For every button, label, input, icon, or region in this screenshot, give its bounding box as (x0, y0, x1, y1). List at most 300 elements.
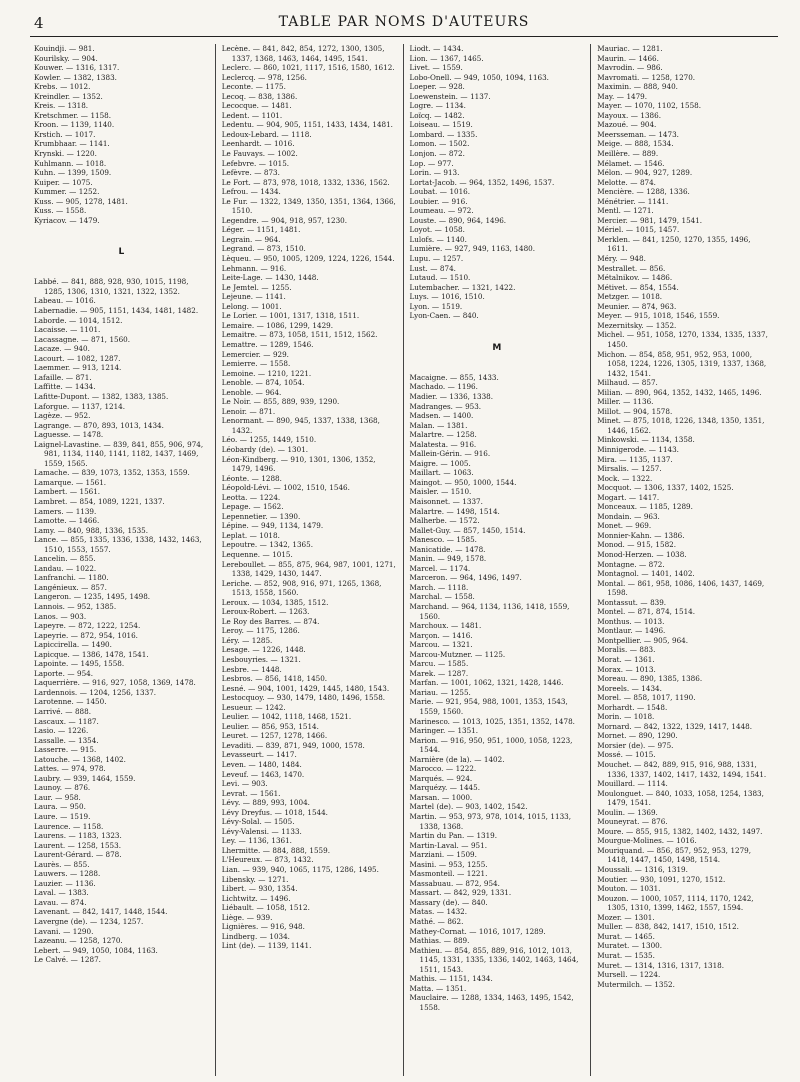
index-entry: Mozer. — 1301. (597, 912, 655, 922)
index-entry: Levasseurt. — 1417. (221, 750, 297, 760)
index-entry: Loewenstein. — 1137. (409, 91, 491, 101)
index-entry: Moulonguet. — 840, 1033, 1058, 1254, 1383, 1479, 1541. (597, 788, 764, 808)
index-entry: Langénieux. — 857. (34, 582, 107, 592)
index-entry: Kyriacov. — 1479. (34, 215, 100, 225)
index-entry: Mariau. — 1255. (409, 687, 471, 697)
index-entry: Manesco. — 1585. (409, 535, 477, 545)
section-letter: M (492, 342, 502, 353)
index-entry: Latouche. — 1368, 1402. (34, 754, 126, 764)
index-entry: Lereboullet. — 855, 875, 964, 987, 1001, 1271, 1338, 1429, 1430, 1447. (221, 559, 396, 579)
index-entry: Maillart. — 1063. (409, 468, 474, 478)
index-entry: Mentl. — 1271. (597, 206, 654, 216)
index-entry: Mestrallet. — 856. (597, 263, 666, 273)
index-entry: Madsen. — 1400. (409, 411, 474, 421)
index-entry: Laignel-Lavastine. — 839, 841, 855, 906, 974, 981, 1134, 1140, 1141, 1182, 1437, 1469, 1559, 1565. (34, 439, 204, 468)
index-entry: Lemaire. — 1086, 1299, 1429. (221, 320, 334, 330)
index-entry: Mondain. — 963. (597, 511, 660, 521)
index-entry: Mavromati. — 1258, 1270. (597, 72, 696, 82)
index-entry: Moralis. — 883. (597, 645, 656, 655)
index-entry: Livet. — 1559. (409, 63, 463, 73)
index-entry: Lancelin. — 855. (34, 554, 96, 564)
index-entry: Lambret. — 854, 1089, 1221, 1337. (34, 496, 165, 506)
index-entry: Masini. — 953, 1255. (409, 859, 488, 869)
index-entry: Malartre. — 1498, 1514. (409, 506, 500, 516)
index-entry: Lacassagne. — 871, 1560. (34, 334, 131, 344)
index-entry: Martin-Laval. — 951. (409, 840, 487, 850)
index-entry: Leulier. — 1042, 1118, 1468, 1521. (221, 712, 352, 722)
index-entry: Labbé. — 841, 888, 928, 930, 1015, 1198, 1285, 1306, 1310, 1321, 1322, 1352. (34, 277, 189, 296)
index-entry: Legendre. — 904, 918, 957, 1230. (221, 215, 348, 225)
index-entry: Lamarque. — 1561. (34, 477, 107, 487)
index-entry: Monet. — 969. (597, 521, 652, 531)
index-entry: Kourilsky. — 904. (34, 53, 98, 63)
index-entry: Mira. — 1135, 1137. (597, 454, 673, 464)
index-entry: Melotte. — 874. (597, 177, 656, 187)
index-entry: Kouindji. — 981. (34, 44, 95, 53)
index-entry: Leenhardt. — 1016. (221, 139, 295, 149)
index-entry: Loubat. — 1016. (409, 187, 471, 197)
index-entry: Mutermilch. — 1352. (597, 979, 675, 989)
index-entry: Lombard. — 1335. (409, 129, 478, 139)
index-column-2 (215, 44, 403, 1076)
index-entry: Le Calvé. — 1287. (34, 955, 101, 965)
index-entry: Massabuau. — 872, 954. (409, 878, 500, 888)
index-entry: Laurent. — 1258, 1553. (34, 840, 121, 850)
index-entry: Macaigne. — 855, 1433. (409, 372, 499, 382)
index-entry: Mursell. — 1224. (597, 970, 661, 980)
index-entry: Lapeyre. — 872, 1222, 1254. (34, 621, 141, 631)
index-entry: Lagrange. — 870, 893, 1013, 1434. (34, 420, 164, 430)
index-entry: Lacaze. — 940. (34, 344, 90, 354)
index-entry: Madier. — 1336, 1338. (409, 391, 494, 401)
index-entry: Marquézy. — 1445. (409, 783, 480, 793)
index-entry: Michel. — 951, 1058, 1270, 1334, 1335, 1337, 1450. (597, 330, 768, 349)
index-entry: Monthus. — 1013. (597, 616, 665, 626)
index-entry: Lambert. — 1561. (34, 487, 101, 497)
index-entry: Montlaur. — 1496. (597, 626, 666, 636)
index-entry: Mathey-Cornat. — 1016, 1017, 1289. (409, 926, 546, 936)
index-entry: Monceaux. — 1185, 1289. (597, 502, 693, 512)
index-entry: Loïcq. — 1482. (409, 110, 465, 120)
index-entry: Montel. — 871, 874, 1514. (597, 607, 696, 617)
index-entry: Lignières. — 916, 948. (221, 922, 305, 932)
index-entry: Marocco. — 1222. (409, 764, 477, 774)
index-entry: Marchoux. — 1481. (409, 621, 482, 631)
index-entry: Mélamet. — 1546. (597, 158, 665, 168)
index-entry: Leclerc. — 860, 1021, 1117, 1516, 1580, 1612. (221, 63, 395, 73)
index-entry: Montpellier. — 905, 964. (597, 635, 689, 645)
index-entry: Laforgue. — 1137, 1214. (34, 401, 126, 411)
index-entry: Laval. — 1383. (34, 888, 89, 898)
index-entry: Kouwer. — 1316, 1317. (34, 63, 120, 73)
index-entry: Lenormant. — 890, 945, 1337, 1338, 1368, 1432. (221, 416, 380, 435)
index-entry: Loiseau. — 1519. (409, 120, 473, 130)
index-entry: Mouneyrat. — 876. (597, 817, 668, 827)
index-entry: Meyer. — 915, 1018, 1546, 1559. (597, 311, 720, 321)
index-entry: Léo. — 1255, 1449, 1510. (221, 435, 317, 445)
page-number: 4 (34, 14, 44, 32)
index-entry: Mezernitsky. — 1352. (597, 320, 677, 330)
index-entry: Ledent. — 1101. (221, 110, 283, 120)
index-entry: Maringer. — 1351. (409, 726, 479, 736)
index-entry: Lust. — 874. (409, 263, 456, 273)
index-entry: Mercier. — 981, 1479, 1541. (597, 215, 703, 225)
index-entry: Larrivé. — 888. (34, 707, 91, 716)
index-entry: Lefrou. — 1434. (221, 187, 281, 197)
index-entry: Mériel. — 1015, 1457. (597, 225, 680, 235)
index-entry: Montassut. — 839. (597, 597, 667, 607)
index-entry: Kroon. — 1139, 1140. (34, 120, 115, 130)
index-entry: Laffitte. — 1434. (34, 382, 96, 392)
index-entry: Leroux. — 1034, 1385, 1512. (221, 597, 329, 607)
index-entry: Lion. — 1367, 1465. (409, 53, 484, 63)
index-entry: Moreau. — 890, 1385, 1386. (597, 674, 703, 684)
index-entry: Marfan. — 1001, 1062, 1321, 1428, 1446. (409, 678, 564, 688)
index-entry: Laurent-Gérard. — 878. (34, 850, 122, 860)
index-entry: Meersseman. — 1473. (597, 129, 679, 139)
index-entry: Lorin. — 913. (409, 168, 460, 178)
index-entry: Metzger. — 1018. (597, 292, 663, 302)
index-entry: Mathieu. — 854, 855, 889, 916, 1012, 1013, 1145, 1331, 1335, 1336, 1402, 1463, 1464, 1511, 1543. (409, 945, 579, 974)
index-entry: Lamy. — 840, 988, 1336, 1535. (34, 525, 149, 535)
index-columns (30, 44, 778, 1076)
index-entry: Ledoux-Lebard. — 1118. (221, 129, 312, 139)
index-entry: Lepage. — 1562. (221, 502, 284, 512)
index-entry: Marinesco. — 1013, 1025, 1351, 1352, 1478. (409, 716, 575, 726)
index-entry: Lequenne. — 1015. (221, 549, 293, 559)
index-entry: Lemoine. — 1210, 1221. (221, 368, 312, 378)
index-entry: Michon. — 854, 858, 951, 952, 953, 1000, 1058, 1224, 1226, 1305, 1319, 1337, 1368, 1432, 1541. (597, 349, 767, 378)
index-entry: Mencière. — 1288, 1336. (597, 187, 690, 197)
index-entry: Leroy. — 1175, 1286. (221, 626, 300, 636)
index-entry: Lanos. — 903. (34, 611, 87, 621)
index-entry: Mathias. — 889. (409, 936, 470, 946)
index-entry: Laporte. — 954. (34, 668, 94, 678)
index-entry: Lomon. — 1502. (409, 139, 470, 149)
index-entry: Lyon. — 1519. (409, 301, 463, 311)
index-entry: Montal. — 861, 958, 1086, 1406, 1437, 1469, 1598. (597, 578, 765, 598)
index-entry: Milhaud. — 857. (597, 378, 658, 388)
index-entry: Muratet. — 1300. (597, 941, 663, 951)
index-entry: Lumière. — 927, 949, 1163, 1480. (409, 244, 536, 254)
index-entry: Masmonteil. — 1221. (409, 869, 488, 879)
index-entry: Moreels. — 1434. (597, 683, 662, 693)
index-entry: Lamache. — 839, 1073, 1352, 1353, 1559. (34, 468, 190, 478)
index-entry: Mocquot. — 1306, 1337, 1402, 1525. (597, 483, 734, 493)
index-entry: Loyot. — 1058. (409, 225, 465, 235)
index-entry: Lecocque. — 1481. (221, 101, 292, 111)
index-entry: Lascaux. — 1187. (34, 716, 99, 726)
index-entry: Lévy Dreyfus. — 1018, 1544. (221, 807, 328, 817)
index-entry: Mathé. — 862. (409, 917, 464, 927)
index-entry: Métivet. — 854, 1554. (597, 282, 679, 292)
index-column-4 (590, 44, 778, 1076)
index-entry: Landau. — 1022. (34, 563, 97, 573)
index-entry: Mavrodin. — 986. (597, 63, 663, 73)
index-entry: Lavenant. — 842, 1417, 1448, 1544. (34, 907, 168, 917)
index-entry: Laquerrière. — 916, 927, 1058, 1369, 1478. (34, 678, 196, 688)
index-entry: Martin. — 953, 973, 978, 1014, 1015, 1133, 1338, 1368. (409, 812, 572, 831)
index-entry: Miller. — 1136. (597, 397, 654, 407)
index-entry: Massary (de). — 840. (409, 897, 488, 907)
index-entry: Manicatide. — 1478. (409, 544, 486, 554)
index-entry: Léobardy (de). — 1301. (221, 444, 309, 454)
index-entry: Murat. — 1535. (597, 950, 655, 960)
index-entry: Mauclaire. — 1288, 1334, 1463, 1495, 1542, 1558. (409, 993, 574, 1012)
index-entry: Lacaisse. — 1101. (34, 325, 101, 335)
index-entry: Leite-Lage. — 1430, 1448. (221, 273, 319, 283)
index-entry: Leveuf. — 1463, 1470. (221, 769, 305, 779)
index-entry: Kuss. — 1558. (34, 206, 87, 216)
index-entry: Lamers. — 1139. (34, 506, 97, 516)
index-entry: Leplat. — 1018. (221, 530, 280, 540)
index-entry: Mourgue-Molines. — 1016. (597, 836, 697, 846)
index-entry: Minkowski. — 1134, 1358. (597, 435, 695, 445)
index-entry: Méry. — 948. (597, 254, 646, 264)
index-entry: Lannois. — 952, 1385. (34, 601, 117, 611)
index-entry: Lapeyrie. — 872, 954, 1016. (34, 630, 138, 640)
index-entry: Liodt. — 1434. (409, 44, 464, 53)
index-entry: Lévy-Solal. — 1505. (221, 817, 295, 827)
index-entry: Lesbros. — 856, 1418, 1450. (221, 674, 328, 684)
index-entry: Morsier (de). — 975. (597, 740, 674, 750)
index-entry: Lapointe. — 1495, 1558. (34, 659, 125, 669)
index-entry: Kummer. — 1252. (34, 187, 100, 197)
index-entry: Kuss. — 905, 1278, 1481. (34, 196, 128, 206)
index-entry: Léon-Kindberg. — 910, 1301, 1306, 1352, 1479, 1496. (221, 454, 376, 474)
index-entry: Morhardt. — 1548. (597, 702, 668, 712)
index-entry: Kuiper. — 1075. (34, 177, 93, 187)
index-entry: Manin. — 949, 1578. (409, 554, 487, 564)
index-entry: Libert. — 930, 1354. (221, 884, 298, 894)
index-entry: Maingot. — 950, 1000, 1544. (409, 477, 517, 487)
index-entry: Lenoble. — 874, 1054. (221, 378, 305, 388)
index-entry: Lint (de). — 1139, 1141. (221, 941, 312, 951)
index-entry: Lyon-Caen. — 840. (409, 311, 479, 321)
index-entry: Léopold-Lévi. — 1002, 1510, 1546. (221, 483, 350, 493)
index-entry: Langeron. — 1235, 1495, 1498. (34, 592, 151, 602)
index-entry: Lévy. — 889, 993, 1004. (221, 798, 310, 808)
index-entry: Lejeune. — 1141. (221, 292, 286, 302)
index-entry: Laure. — 1519. (34, 812, 91, 822)
section-letter: L (118, 247, 125, 258)
index-entry: Muret. — 1314, 1316, 1317, 1318. (597, 960, 725, 970)
index-entry: Monnier-Kahn. — 1386. (597, 530, 685, 540)
index-entry: Lelong. — 1001. (221, 301, 282, 311)
index-entry: Lagèze. — 952. (34, 411, 91, 421)
index-entry: Lepoutre. — 1342, 1365. (221, 540, 313, 550)
index-entry: Labernadie. — 905, 1151, 1434, 1481, 1482. (34, 306, 199, 316)
index-entry: Lesage. — 1226, 1448. (221, 645, 306, 655)
index-entry: Lestocquoy. — 930, 1479, 1480, 1496, 1558. (221, 693, 386, 703)
index-entry: Le Fur. — 1322, 1349, 1350, 1351, 1364, 1366, 1510. (221, 196, 396, 216)
index-entry: Morel. — 858, 1017, 1190. (597, 693, 696, 703)
index-entry: Martel (de). — 903, 1402, 1542. (409, 802, 528, 812)
index-entry: Maigre. — 1005. (409, 458, 471, 468)
index-entry: Lacourt. — 1082, 1287. (34, 353, 121, 363)
index-entry: Lop. — 977. (409, 158, 454, 168)
index-entry: Mirsalis. — 1257. (597, 464, 662, 474)
index-entry: Léonte. — 1288. (221, 473, 282, 483)
index-entry: Léry. — 1285. (221, 635, 273, 645)
index-entry: Moulin. — 1369. (597, 807, 658, 817)
index-entry: Maurin. — 1466. (597, 53, 659, 63)
index-entry: Leulier. — 856, 953, 1514. (221, 721, 319, 731)
index-entry: Murat. — 1465. (597, 931, 655, 941)
index-entry: Mouton. — 1031. (597, 884, 661, 894)
index-entry: Milian. — 890, 964, 1352, 1432, 1465, 1496. (597, 387, 762, 397)
index-entry: Le Fauvays. — 1002. (221, 149, 298, 159)
index-entry: Lamotte. — 1466. (34, 516, 100, 526)
index-entry: Lèqueu. — 950, 1005, 1209, 1224, 1226, 1544. (221, 254, 395, 264)
index-entry: Krynski. — 1220. (34, 149, 97, 159)
index-entry: Laemmer. — 913, 1214. (34, 363, 122, 373)
index-entry: Launoy. — 876. (34, 783, 91, 793)
index-entry: Marcel. — 1174. (409, 563, 471, 573)
index-entry: Mouzon. — 1000, 1057, 1114, 1170, 1242, 1305, 1310, 1399, 1462, 1557, 1594. (597, 893, 754, 913)
index-entry: Lefèvre. — 873. (221, 168, 280, 178)
index-entry: Lesueur. — 1242. (221, 702, 286, 712)
index-entry: Laubry. — 939, 1464, 1559. (34, 773, 136, 783)
index-entry: Kreis. — 1318. (34, 101, 89, 111)
index-entry: Lasio. — 1226. (34, 726, 89, 736)
index-entry: Mogart. — 1417. (597, 492, 660, 502)
index-entry: Mouillard. — 1114. (597, 779, 668, 789)
index-entry: Lafitte-Dupont. — 1382, 1383, 1385. (34, 391, 169, 401)
index-entry: Ledentu. — 904, 905, 1151, 1433, 1434, 1481. (221, 120, 393, 130)
index-entry: Lian. — 939, 940, 1065, 1175, 1286, 1495. (221, 865, 379, 875)
index-entry: Monod-Herzen. — 1038. (597, 549, 687, 559)
index-entry: Lassalle. — 1354. (34, 735, 99, 745)
index-column-3 (403, 44, 591, 1076)
index-entry: Montagnol. — 1401, 1402. (597, 569, 695, 579)
index-entry: Loumeau. — 972. (409, 206, 474, 216)
index-entry: Larotenne. — 1450. (34, 697, 107, 707)
index-entry: Marziani. — 1509. (409, 850, 477, 860)
index-entry: Marçon. — 1416. (409, 630, 473, 640)
page-header (30, 14, 778, 37)
index-entry: Kreindler. — 1352. (34, 91, 103, 101)
index-entry: Martin du Pan. — 1319. (409, 831, 498, 841)
index-entry: Marcou. — 1321. (409, 640, 473, 650)
index-entry: Leven. — 1480, 1484. (221, 760, 302, 770)
index-entry: Meunier. — 874, 963. (597, 301, 677, 311)
index-entry: Marnière (de la). — 1402. (409, 754, 505, 764)
index-entry: Muller. — 838, 842, 1417, 1510, 1512. (597, 922, 739, 932)
index-entry: Mathis. — 1151, 1434. (409, 974, 493, 984)
index-entry: Marcou-Mutzner. — 1125. (409, 649, 506, 659)
index-entry: L'Heureux. — 873, 1432. (221, 855, 314, 865)
index-entry: Kuhlmann. — 1018. (34, 158, 107, 168)
index-entry: Krebs. — 1012. (34, 82, 91, 92)
index-entry: Lanfranchi. — 1180. (34, 573, 109, 583)
index-entry: Lafaille. — 871. (34, 372, 92, 382)
index-entry: Lavau. — 874. (34, 897, 87, 907)
index-entry: Laura. — 950. (34, 802, 86, 812)
index-entry: Lindberg. — 1034. (221, 931, 290, 941)
index-entry: Laguesse. — 1478. (34, 430, 104, 440)
index-entry: Le Noir. — 855, 889, 939, 1290. (221, 397, 340, 407)
index-entry: Lemercier. — 929. (221, 349, 289, 359)
index-entry: Lépine. — 949, 1134, 1479. (221, 521, 324, 531)
index-entry: Lavani. — 1290. (34, 926, 94, 936)
index-entry: Minet. — 875, 1018, 1226, 1348, 1350, 1351, 1446, 1562. (597, 416, 765, 435)
index-entry: Maximin. — 888, 940. (597, 82, 678, 92)
index-entry: Lattes. — 974, 978. (34, 764, 106, 774)
index-entry: Krumbhaar. — 1141. (34, 139, 110, 149)
index-entry: Mallein-Gérin. — 916. (409, 449, 491, 459)
index-entry: Lecoq. — 838, 1386. (221, 91, 298, 101)
index-entry: Mouchet. — 842, 889, 915, 916, 988, 1331, 1336, 1337, 1402, 1417, 1432, 1494, 1541. (597, 760, 767, 779)
index-entry: Meige. — 888, 1534. (597, 139, 674, 149)
index-entry: Logre. — 1134. (409, 101, 466, 111)
index-entry: Lance. — 855, 1335, 1336, 1338, 1432, 1463, 1510, 1553, 1557. (34, 535, 202, 554)
index-entry: Marsan. — 1000. (409, 792, 473, 802)
index-entry: Moussali. — 1316, 1319. (597, 865, 688, 875)
index-entry: Loeper. — 928. (409, 82, 465, 92)
index-entry: Lapicque. — 1386, 1478, 1541. (34, 649, 149, 659)
index-entry: Leuret. — 1257, 1278, 1466. (221, 731, 328, 741)
index-entry: Lhermitte. — 884, 888, 1559. (221, 845, 330, 855)
index-entry: Levrat. — 1561. (221, 788, 281, 798)
index-entry: Lesbouyries. — 1321. (221, 655, 301, 664)
index-entry: Legrand. — 873, 1510. (221, 244, 306, 254)
index-entry: Luys. — 1016, 1510. (409, 292, 485, 302)
index-entry: Lauwers. — 1288. (34, 869, 101, 879)
index-entry: Lichtwitz. — 1496. (221, 893, 291, 903)
index-entry: Mauriac. — 1281. (597, 44, 663, 53)
index-entry: Le Jemtel. — 1255. (221, 282, 292, 292)
index-entry: Lardennois. — 1204, 1256, 1337. (34, 687, 157, 697)
index-entry: Levi. — 903. (221, 779, 268, 789)
index-entry: Liège. — 939. (221, 912, 273, 922)
index-entry: Moutier. — 930, 1091, 1270, 1512. (597, 874, 726, 884)
index-entry: Mossé. — 1015. (597, 750, 656, 760)
index-entry: Lebert. — 949, 1050, 1084, 1163. (34, 945, 158, 955)
index-entry: Le Lorier. — 1001, 1317, 1318, 1511. (221, 311, 360, 321)
index-entry: Maisler. — 1510. (409, 487, 472, 497)
index-entry: Kretschmer. — 1158. (34, 110, 112, 120)
index-entry: Kowler. — 1382, 1383. (34, 72, 117, 82)
index-entry: Kuhn. — 1399, 1509. (34, 168, 112, 178)
index-entry: Lenoir. — 871. (221, 406, 276, 416)
index-entry: Loubier. — 916. (409, 196, 468, 206)
index-entry: Mornard. — 842, 1322, 1329, 1417, 1448. (597, 721, 753, 731)
index-entry: Morax. — 1013. (597, 664, 656, 674)
index-entry: Mayer. — 1070, 1102, 1558. (597, 101, 701, 111)
index-entry: Libensky. — 1271. (221, 874, 289, 884)
index-entry: Lecène. — 841, 842, 854, 1272, 1300, 1305, 1337, 1368, 1463, 1464, 1495, 1541. (221, 44, 385, 63)
index-entry: Mazoué. — 904. (597, 120, 657, 130)
index-entry: Lutaud. — 1510. (409, 273, 471, 283)
index-entry: Lepennetier. — 1390. (221, 511, 301, 521)
index-entry: Leotta. — 1224. (221, 492, 281, 502)
index-entry: Labeau. — 1016. (34, 296, 96, 306)
index-entry: Malatesta. — 916. (409, 439, 477, 449)
index-entry: Lutembacher. — 1321, 1422. (409, 282, 516, 292)
index-entry: Millot. — 904, 1578. (597, 406, 673, 416)
index-entry: Lasserre. — 915. (34, 745, 97, 755)
index-entry: Lobo-Onell. — 949, 1050, 1094, 1163. (409, 72, 549, 82)
index-entry: Laborde. — 1014, 1512. (34, 315, 123, 325)
index-entry: Lemierre. — 1558. (221, 359, 291, 369)
index-entry: Lapiccirella. — 1490. (34, 640, 112, 650)
index-entry: Montagne. — 872. (597, 559, 665, 569)
index-entry: Ley. — 1136, 1361. (221, 836, 292, 846)
index-entry: Le Roy des Barres. — 874. (221, 616, 320, 626)
index-entry: Lazeanu. — 1258, 1270. (34, 936, 123, 946)
index-entry: Laurens. — 1183, 1323. (34, 831, 122, 841)
